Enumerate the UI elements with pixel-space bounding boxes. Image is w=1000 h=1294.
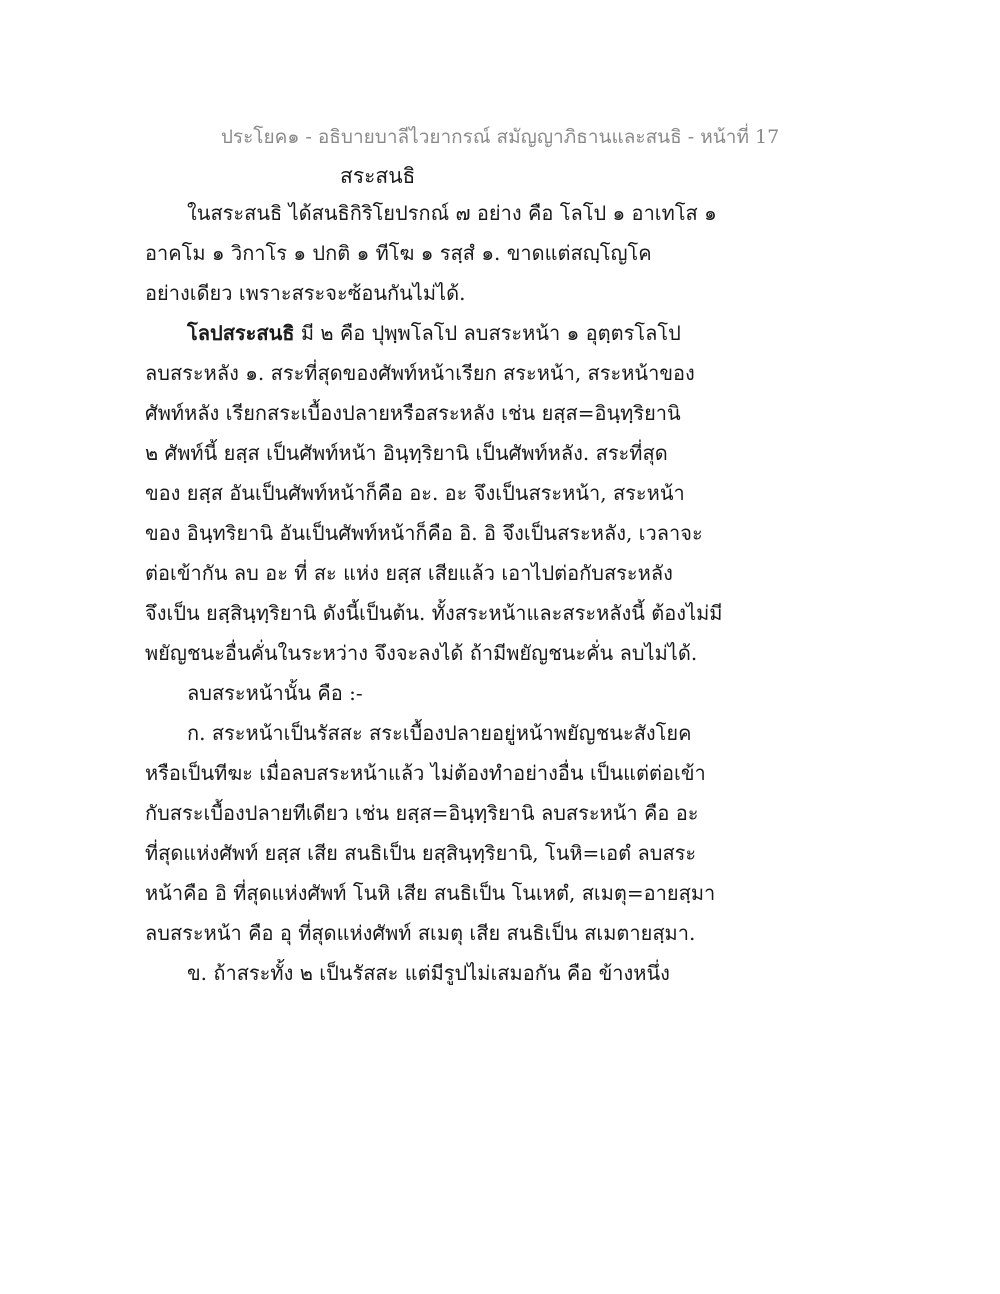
bold-term: โลปสระสนธิ xyxy=(187,321,295,345)
paragraph-line: จึงเป็น ยสฺสินฺทฺริยานิ ดังนี้เป็นต้น. ทั้งสระหน้าและสระหลังนี้ ต้องไม่มี xyxy=(145,601,723,625)
paragraph-line: พยัญชนะอื่นคั่นในระหว่าง จึงจะลงได้ ถ้ามีพยัญชนะคั่น ลบไม่ได้. xyxy=(145,641,698,665)
paragraph-line: หรือเป็นทีฆะ เมื่อลบสระหน้าแล้ว ไม่ต้องทำอย่างอื่น เป็นแต่ต่อเข้า xyxy=(145,761,706,785)
paragraph-line: ต่อเข้ากัน ลบ อะ ที่ สะ แห่ง ยสฺส เสียแล้ว เอาไปต่อกับสระหลัง xyxy=(145,561,673,585)
paragraph-line: ลบสระหน้า คือ อุ ที่สุดแห่งศัพท์ สเมตุ เสีย สนธิเป็น สเมตายสฺมา. xyxy=(145,921,696,945)
page-header: ประโยค๑ - อธิบายบาลีไวยากรณ์ สมัญญาภิธานและสนธิ - หน้าที่ 17 xyxy=(220,126,780,148)
paragraph-line: ข. ถ้าสระทั้ง ๒ เป็นรัสสะ แต่มีรูปไม่เสมอกัน คือ ข้างหนึ่ง xyxy=(187,961,670,985)
paragraph-line: ของ ยสฺส อันเป็นศัพท์หน้าก็คือ อะ. อะ จึงเป็นสระหน้า, สระหน้า xyxy=(145,481,685,505)
paragraph-line: ลบสระหน้านั้น คือ :- xyxy=(187,681,363,705)
paragraph-line: ในสระสนธิ ได้สนธิกิริโยปรกณ์ ๗ อย่าง คือ โลโป ๑ อาเทโส ๑ xyxy=(187,201,717,225)
paragraph-line: กับสระเบื้องปลายทีเดียว เช่น ยสฺส=อินฺทฺริยานิ ลบสระหน้า คือ อะ xyxy=(145,801,699,825)
section-title: สระสนธิ xyxy=(340,164,416,188)
paragraph-line: อาคโม ๑ วิกาโร ๑ ปกติ ๑ ทีโฆ ๑ รสฺสํ ๑. ขาดแต่สญฺโญโค xyxy=(145,241,652,265)
paragraph-line xyxy=(187,320,681,346)
paragraph-line: ก. สระหน้าเป็นรัสสะ สระเบื้องปลายอยู่หน้าพยัญชนะสังโยค xyxy=(187,721,692,745)
paragraph-line: อย่างเดียว เพราะสระจะซ้อนกันไม่ได้. xyxy=(145,281,466,305)
paragraph-line: ลบสระหลัง ๑. สระที่สุดของศัพท์หน้าเรียก สระหน้า, สระหน้าของ xyxy=(145,361,695,385)
paragraph-line: ศัพท์หลัง เรียกสระเบื้องปลายหรือสระหลัง เช่น ยสฺส=อินฺทฺริยานิ xyxy=(145,401,681,425)
paragraph-line: หน้าคือ อิ ที่สุดแห่งศัพท์ โนหิ เสีย สนธิเป็น โนเหตํ, สเมตุ=อายสฺมา xyxy=(145,881,716,905)
paragraph-line: ของ อินฺทริยานิ อันเป็นศัพท์หน้าก็คือ อิ. อิ จึงเป็นสระหลัง, เวลาจะ xyxy=(145,521,703,545)
paragraph-text: มี ๒ คือ ปุพฺพโลโป ลบสระหน้า ๑ อุตฺตรโลโป xyxy=(294,321,681,345)
paragraph-line: ๒ ศัพท์นี้ ยสฺส เป็นศัพท์หน้า อินฺทฺริยานิ เป็นศัพท์หลัง. สระที่สุด xyxy=(145,441,668,465)
paragraph-line: ที่สุดแห่งศัพท์ ยสฺส เสีย สนธิเป็น ยสฺสินฺทฺริยานิ, โนหิ=เอตํ ลบสระ xyxy=(145,841,697,865)
